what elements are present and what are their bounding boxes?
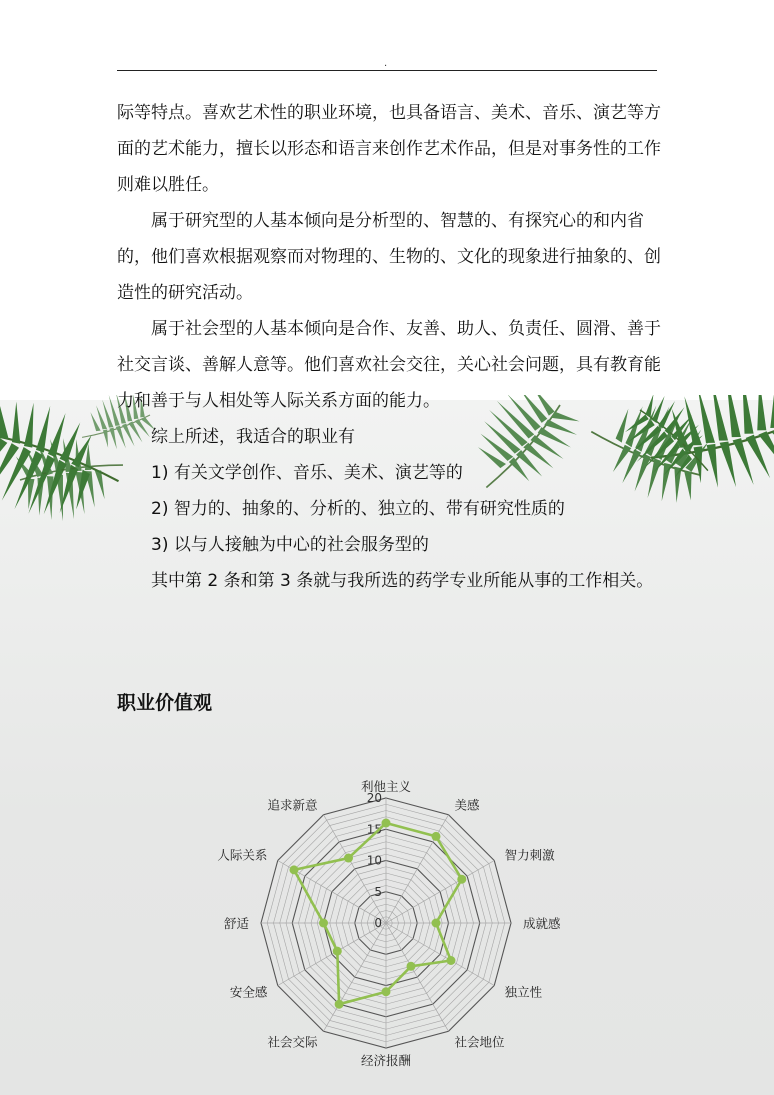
radar-category-label: 人际关系	[217, 847, 268, 863]
radar-data-point	[446, 956, 455, 965]
radar-spoke	[386, 923, 449, 1031]
paragraph-artistic: 际等特点。喜欢艺术性的职业环境，也具备语言、美术、音乐、演艺等方面的艺术能力，擅长以形态和语言来创作艺术作品，但是对事务性的工作则难以胜任。	[117, 103, 661, 195]
radar-tick-label: 15	[366, 822, 382, 837]
list-item-1: 1) 有关文学创作、音乐、美术、演艺等的	[151, 463, 463, 483]
summary-line: 综上所述，我适合的职业有	[151, 427, 355, 447]
radar-category-label: 利他主义	[360, 779, 412, 794]
radar-category-label: 智力刺激	[504, 847, 555, 863]
paragraph-social: 属于社会型的人基本倾向是合作、友善、助人、负责任、圆滑、善于社交言谈、善解人意等。他们喜欢社会交往，关心社会问题，具有教育能力和善于与人相处等人际关系方面的能力。	[117, 319, 661, 411]
radar-category-label: 社会地位	[454, 1034, 505, 1050]
radar-data-point	[382, 987, 391, 996]
header-rule	[117, 70, 657, 71]
radar-category-label: 社会交际	[267, 1034, 318, 1050]
radar-data-point	[457, 875, 466, 884]
radar-data-point	[289, 865, 298, 874]
radar-category-label: 独立性	[504, 984, 543, 1000]
radar-category-label: 安全感	[229, 984, 268, 1000]
radar-data-point	[407, 962, 416, 971]
radar-chart	[200, 765, 580, 1075]
radar-tick-label: 0	[374, 916, 382, 930]
radar-data-point	[432, 919, 441, 928]
radar-tick-label: 5	[374, 884, 382, 899]
radar-category-label: 追求新意	[267, 797, 318, 813]
list-item-3: 3) 以与人接触为中心的社会服务型的	[151, 535, 429, 555]
radar-data-point	[344, 854, 353, 863]
list-item-2: 2) 智力的、抽象的、分析的、独立的、带有研究性质的	[151, 499, 565, 519]
radar-category-label: 美感	[454, 797, 480, 813]
radar-tick-label: 20	[366, 791, 382, 805]
radar-tick-label: 10	[366, 853, 382, 868]
radar-category-label: 经济报酬	[360, 1053, 412, 1068]
paragraph-investigative: 属于研究型的人基本倾向是分析型的、智慧的、有探究心的和内省的，他们喜欢根据观察而对物理的、生物的、文化的现象进行抽象的、创造性的研究活动。	[117, 211, 661, 303]
header-mark: .	[384, 58, 388, 69]
radar-category-label: 舒适	[223, 916, 249, 931]
radar-spoke	[278, 923, 386, 986]
section-title: 职业价值观	[117, 692, 213, 714]
radar-data-point	[319, 919, 328, 928]
radar-data-point	[333, 947, 342, 956]
radar-data-point	[335, 1000, 344, 1009]
radar-data-point	[432, 832, 441, 841]
document-body	[117, 95, 662, 599]
radar-data-point	[382, 819, 391, 828]
radar-category-label: 成就感	[523, 916, 561, 931]
conclusion-line: 其中第 2 条和第 3 条就与我所选的药学专业所能从事的工作相关。	[151, 571, 654, 591]
